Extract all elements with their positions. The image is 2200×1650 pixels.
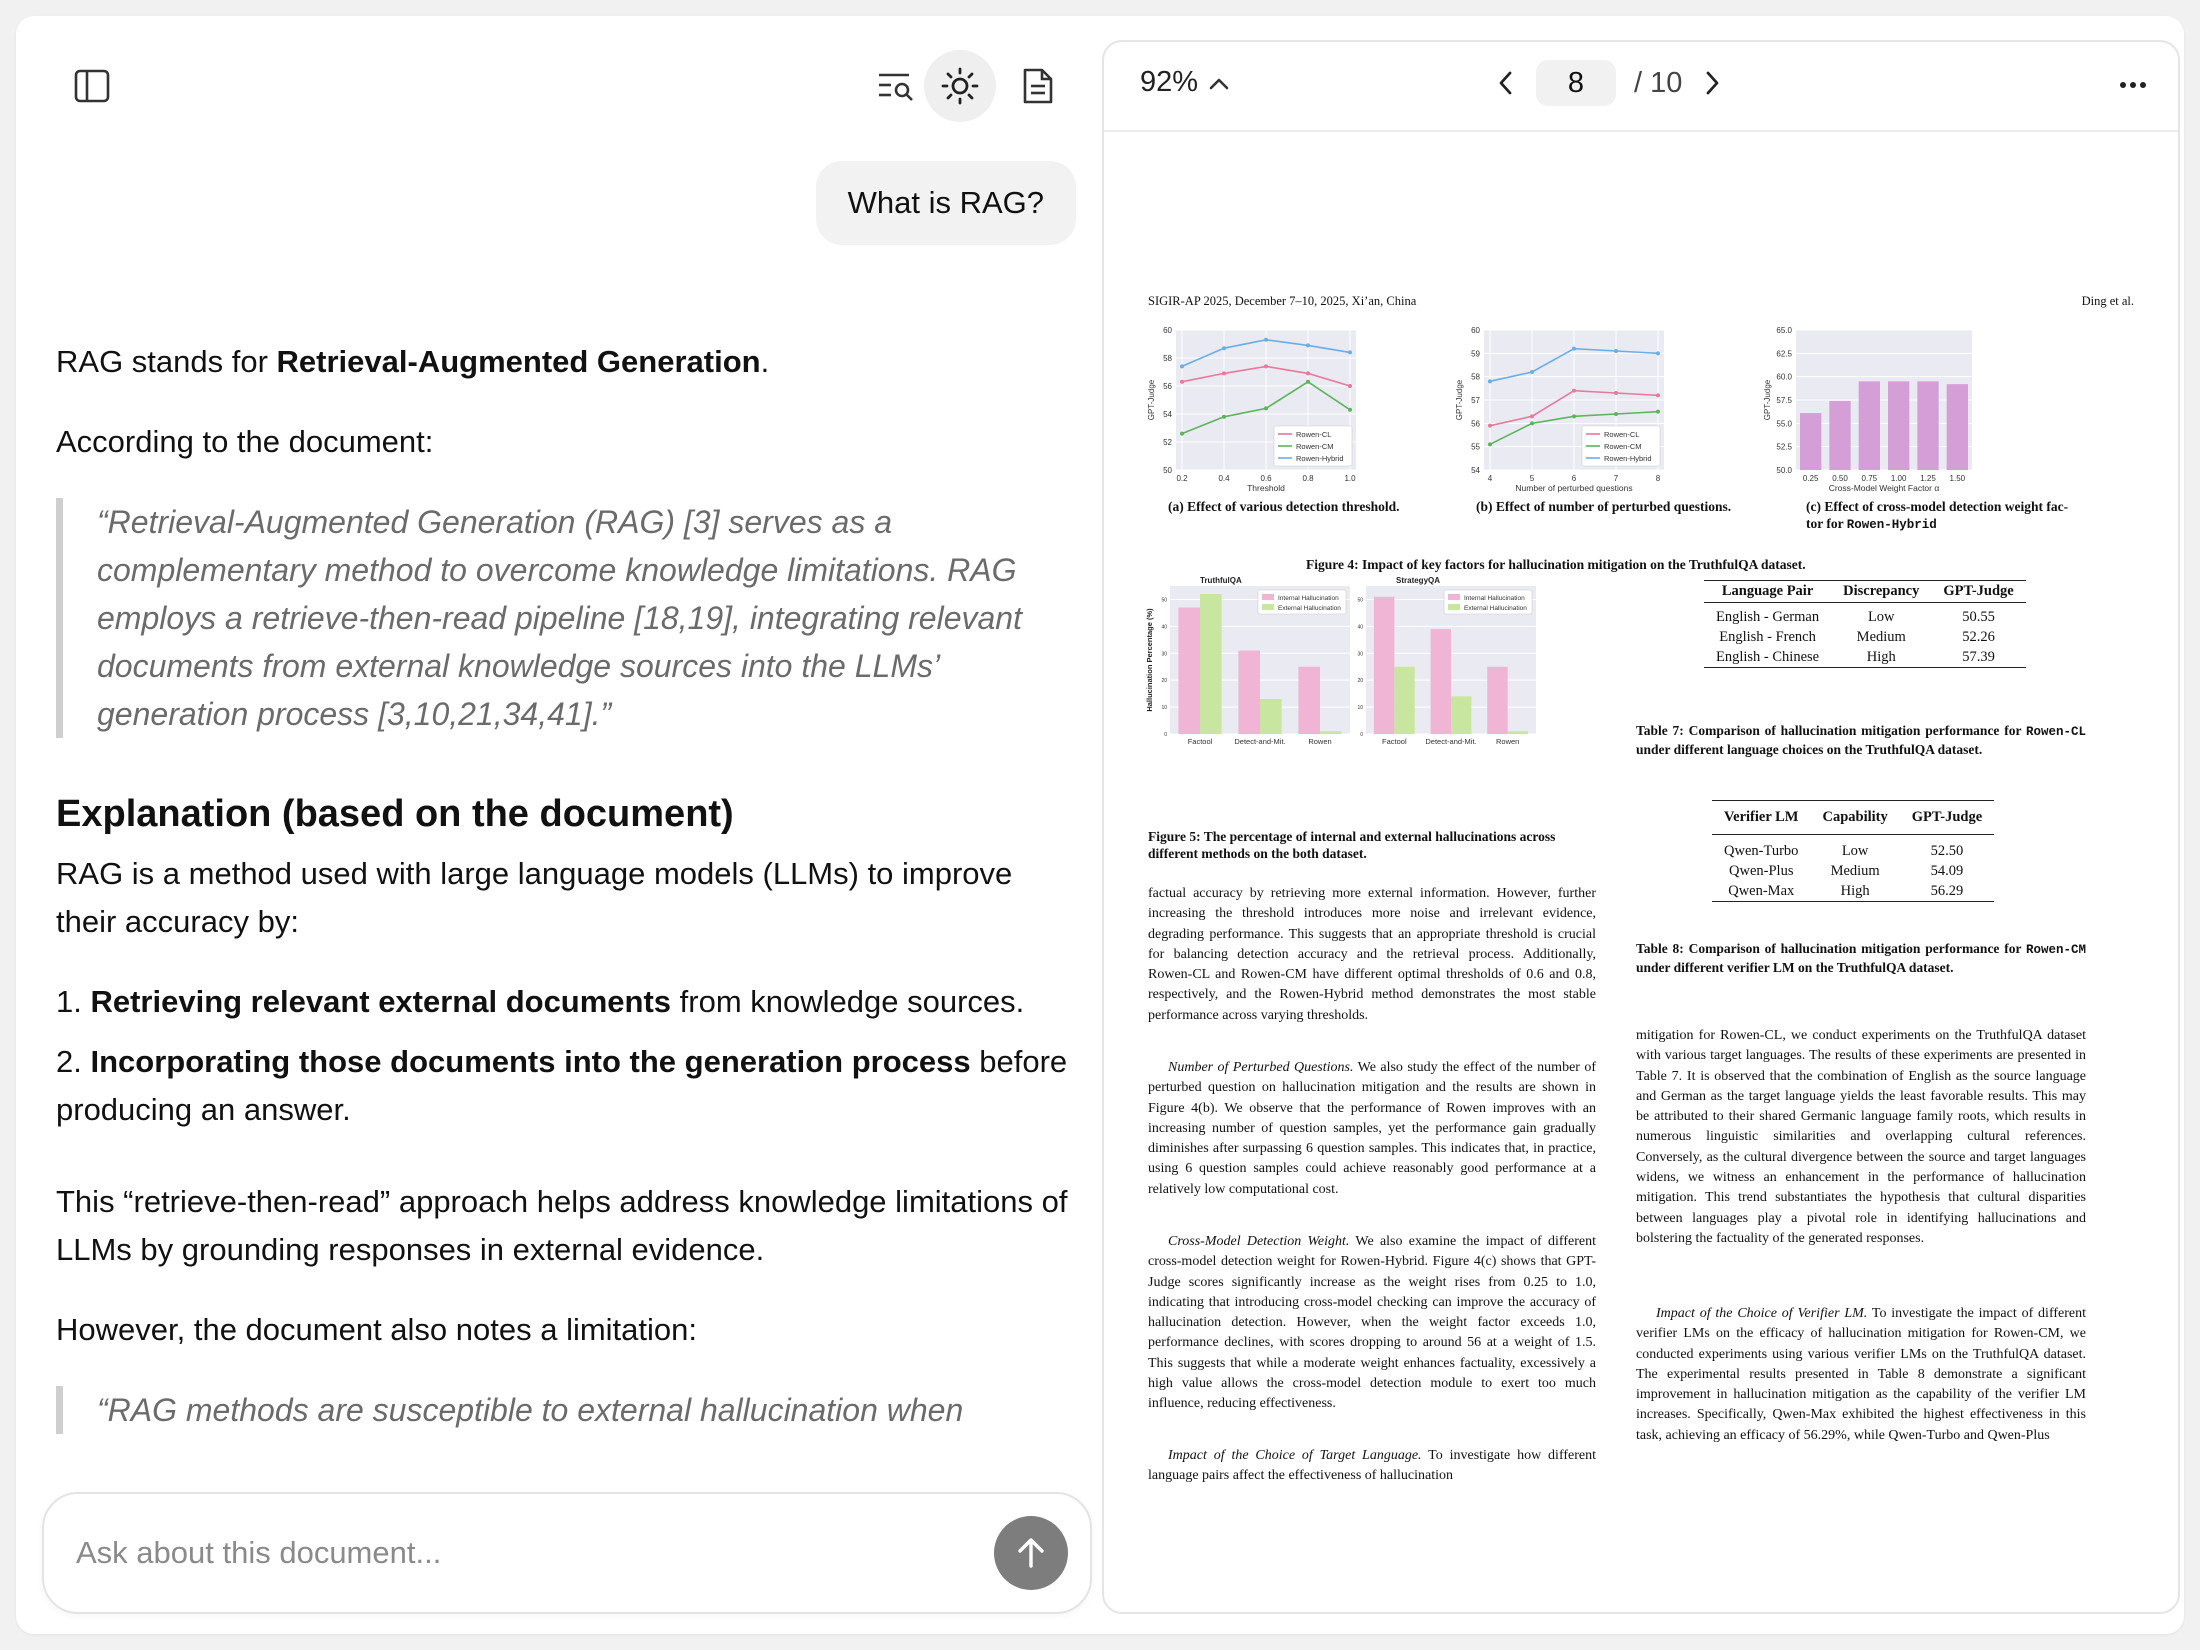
sidebar-toggle-button[interactable] xyxy=(56,50,128,122)
sun-icon xyxy=(941,67,979,105)
page-navigator xyxy=(1494,60,1724,106)
y-tick-label: 0 xyxy=(1164,732,1167,738)
answer-quote: “Retrieval-Augmented Generation (RAG) [3] serves as a complementary method to overcome knowledge limitations. RAG employs a retrieve-then-read pipeline [18,19], integrating relevant documents from external knowledge sources into the LLMs’ generation process [3,10,21,34,41].” xyxy=(56,498,1076,738)
previous-page-icon[interactable] xyxy=(1494,69,1518,97)
chart-fig4b xyxy=(1454,322,1674,502)
chart-fig4c xyxy=(1762,322,1982,502)
pdf-header-right: Ding et al. xyxy=(2081,294,2134,308)
y-tick-label: 50 xyxy=(1357,597,1363,604)
answer-however: However, the document also notes a limitation: xyxy=(56,1312,698,1347)
x-tick-label: Detect-and-Mit. xyxy=(1425,737,1477,746)
paragraph-text: To investigate how different language pairs affect the effectiveness of hallucination xyxy=(1148,1448,1596,1484)
table-row xyxy=(1712,835,1994,862)
x-tick-label: 1.0 xyxy=(1344,474,1356,483)
data-point xyxy=(1530,414,1534,418)
pdf-left-paragraph-1: factual accuracy by retrieving more external information. However, further increasing the threshold introduces more noise and irrelevant evidence, degrading performance. This suggests that an appropriate threshold is crucial for balancing detection accuracy and the retrieval process. Additionally, Rowen-CL and Rowen-CM have different optimal thresholds of 0.6 and 0.8, respectively, and the Rowen-Hybrid method demonstrates the most stable performance across varying thresholds. xyxy=(1148,886,1596,1023)
table-cell: Medium xyxy=(1830,863,1880,879)
answer-heading: Explanation (based on the document) xyxy=(56,793,734,835)
data-point xyxy=(1488,424,1492,428)
y-tick-label: 50 xyxy=(1163,466,1172,475)
chart-fig5b xyxy=(1357,574,1550,754)
legend-label: Rowen-Hybrid xyxy=(1604,454,1652,463)
table-7-caption xyxy=(1636,722,2086,758)
y-tick-label: 10 xyxy=(1161,705,1167,712)
table-header: Capability xyxy=(1811,801,1900,835)
bar xyxy=(1320,731,1342,734)
y-tick-label: 58 xyxy=(1163,354,1172,363)
paragraph-title: Cross-Model Detection Weight. xyxy=(1168,1234,1350,1249)
x-tick-label: Factool xyxy=(1382,737,1407,746)
bar xyxy=(1800,413,1821,470)
table-cell: 57.39 xyxy=(1962,649,1995,665)
x-axis-label: Threshold xyxy=(1247,483,1285,493)
y-tick-label: 58 xyxy=(1471,372,1480,382)
x-tick-label: 0.75 xyxy=(1861,474,1878,483)
y-tick-label: 59 xyxy=(1471,349,1480,359)
x-tick-label: 5 xyxy=(1529,474,1535,483)
data-point xyxy=(1222,415,1226,419)
pdf-header-left: SIGIR-AP 2025, December 7–10, 2025, Xi’an, China xyxy=(1148,294,1417,308)
paragraph-text: To investigate the impact of different verifier LMs on the efficacy of hallucination mitigation for Rowen-CM, we conducted experiments using various verifier LMs on the TruthfulQA dataset. The experimental results presented in Table 8 demonstrate a significant improvement in hallucination mitigation as the capability of the verifier LM increases. Specifically, Qwen-Max exhibited the highest effectiveness in this task, achieving an efficacy of 56.29%, while Qwen-Turbo and Qwen-Plus xyxy=(1636,1306,2086,1443)
table-header-row xyxy=(1704,581,2026,603)
data-point xyxy=(1348,408,1352,412)
y-tick-label: 56 xyxy=(1471,419,1480,429)
bar xyxy=(1298,667,1320,734)
answer-according: According to the document: xyxy=(56,424,434,459)
x-tick-label: 1.00 xyxy=(1890,474,1907,483)
table-7-caption-text: Table 7: Comparison of hallucination mitigation performance for xyxy=(1636,723,2026,738)
table-cell: High xyxy=(1840,883,1870,899)
table-header-row xyxy=(1712,801,1994,835)
bar xyxy=(1508,731,1528,734)
data-point xyxy=(1264,338,1268,342)
page-number-input[interactable] xyxy=(1536,60,1616,106)
bar xyxy=(1487,667,1507,734)
table-8-caption xyxy=(1636,940,2086,976)
x-axis-label: Cross-Model Weight Factor α xyxy=(1828,483,1940,493)
y-axis-label: GPT-Judge xyxy=(1455,379,1464,421)
pdf-left-paragraph-2 xyxy=(1148,1058,1596,1200)
table-cell: 54.09 xyxy=(1930,863,1964,879)
zoom-control[interactable] xyxy=(1140,66,1230,99)
answer-intro xyxy=(56,338,1076,386)
table-cell: English - German xyxy=(1716,609,1820,625)
arrow-up-icon xyxy=(1014,1536,1048,1570)
y-tick-label: 10 xyxy=(1357,705,1363,712)
answer-list-item xyxy=(56,1038,1076,1134)
zoom-level: 92% xyxy=(1140,66,1199,98)
answer-approach: This “retrieve-then-read” approach helps address knowledge limitations of LLMs by grounding responses in external evidence. xyxy=(56,1184,1068,1267)
bar xyxy=(1451,696,1471,734)
table-8-caption-rest: under different verifier LM on the TruthfulQA dataset. xyxy=(1636,960,1954,975)
table-8 xyxy=(1712,800,1994,902)
data-point xyxy=(1614,391,1618,395)
answer-explain: RAG is a method used with large language models (LLMs) to improve their accuracy by: xyxy=(56,856,1013,939)
answer-list-item xyxy=(56,978,1076,1026)
search-in-document-button[interactable] xyxy=(860,50,932,122)
table-8-caption-mono: Rowen-CM xyxy=(2025,943,2086,957)
data-point xyxy=(1306,380,1310,384)
data-point xyxy=(1572,347,1576,351)
list-bold: Incorporating those documents into the generation process xyxy=(90,1044,971,1079)
y-tick-label: 50 xyxy=(1161,597,1167,604)
fig4c-caption-line1: (c) Effect of cross-model detection weight fac- xyxy=(1806,499,2069,514)
data-point xyxy=(1348,384,1352,388)
viewer-toolbar xyxy=(1104,42,2178,132)
table-header: GPT-Judge xyxy=(1931,581,2025,603)
bar xyxy=(1947,384,1968,470)
data-point xyxy=(1656,351,1660,355)
x-tick-label: 0.2 xyxy=(1176,474,1188,483)
data-point xyxy=(1348,350,1352,354)
bar xyxy=(1238,651,1260,734)
fig4c-caption-line2: tor for xyxy=(1806,516,1847,531)
x-tick-label: 8 xyxy=(1655,474,1661,483)
data-point xyxy=(1614,349,1618,353)
pdf-right-paragraph-2 xyxy=(1636,1304,2086,1446)
sidebar-toggle-icon xyxy=(74,68,110,104)
list-rest: before producing an answer. xyxy=(56,1044,1068,1127)
y-tick-label: 30 xyxy=(1357,651,1363,658)
y-tick-label: 52 xyxy=(1163,438,1172,447)
document-view-button[interactable] xyxy=(1002,50,1074,122)
y-tick-label: 0 xyxy=(1360,732,1363,738)
bar xyxy=(1374,597,1394,734)
paragraph-title: Impact of the Choice of Verifier LM. xyxy=(1656,1306,1868,1321)
table-cell: High xyxy=(1866,649,1896,665)
data-point xyxy=(1488,442,1492,446)
fig4b-caption: (b) Effect of number of perturbed questions. xyxy=(1476,499,1732,514)
assistant-answer xyxy=(56,338,1076,1474)
table-cell: Low xyxy=(1841,843,1869,859)
search-list-icon xyxy=(877,68,915,104)
x-tick-label: 7 xyxy=(1613,474,1619,483)
legend-swatch xyxy=(1262,594,1274,600)
y-tick-label: 65.0 xyxy=(1776,326,1792,335)
y-tick-label: 60 xyxy=(1471,326,1480,335)
x-tick-label: 0.6 xyxy=(1260,474,1272,483)
table-cell: Qwen-Plus xyxy=(1729,863,1794,879)
legend-label: External Hallucination xyxy=(1464,605,1527,612)
list-bold: Retrieving relevant external documents xyxy=(90,984,672,1019)
list-number: 1. xyxy=(56,984,91,1019)
paragraph-text: We also study the effect of the number of perturbed question on hallucination mitigation and the results are shown in Figure 4(b). We observe that the performance of Rowen improves with an increasing number of question samples, yet the performance gain gradually diminishes after surpassing 6 question samples. This indicates that, in practice, using 6 question samples could achieve reasonably good performance at a relatively low computational cost. xyxy=(1148,1060,1597,1197)
bar xyxy=(1178,608,1200,734)
legend-label: Rowen-CM xyxy=(1604,442,1642,451)
y-tick-label: 52.5 xyxy=(1776,442,1792,452)
fig5-caption: Figure 5: The percentage of internal and external hallucinations across different methods on the both dataset. xyxy=(1148,829,1556,861)
bar xyxy=(1200,594,1222,734)
answer-intro-bold: Retrieval-Augmented Generation xyxy=(276,344,761,379)
x-axis-label: Number of perturbed questions xyxy=(1515,483,1633,493)
y-tick-label: 40 xyxy=(1161,624,1167,631)
theme-toggle-button[interactable] xyxy=(924,50,996,122)
x-tick-label: 0.8 xyxy=(1302,474,1314,483)
data-point xyxy=(1530,370,1534,374)
data-point xyxy=(1572,414,1576,418)
pdf-left-paragraph-4 xyxy=(1148,1446,1596,1487)
data-point xyxy=(1264,406,1268,410)
fig4c-caption xyxy=(1806,498,2136,534)
bar xyxy=(1431,629,1451,734)
page-total: / 10 xyxy=(1634,66,1683,99)
chart-fig4a xyxy=(1146,322,1366,502)
data-point xyxy=(1180,432,1184,436)
message-composer xyxy=(42,1492,1092,1614)
x-tick-label: 6 xyxy=(1571,474,1577,483)
paragraph-text: We also examine the impact of different cross-model detection weight for Rowen-Hybrid. Figure 4(c) shows that GPT-Judge scores significantly increase as the weight rises from 0.25 to 1.0, indicating that introducing cross-model checking can improve the accuracy of hallucination detection. However, when the weight factor exceeds 1.0, performance declines, with scores dropping to around 56 at a weight of 1.5. This suggests that while a moderate weight enhances factuality, excessively a high value allows the cross-model detection module to exert too much influence, reducing effectiveness. xyxy=(1148,1234,1596,1412)
chart-title: TruthfulQA xyxy=(1200,576,1242,585)
table-header: Verifier LM xyxy=(1712,801,1811,835)
y-tick-label: 56 xyxy=(1163,382,1172,391)
ask-input[interactable] xyxy=(74,1526,958,1580)
table-7 xyxy=(1704,580,2026,668)
x-tick-label: 0.50 xyxy=(1832,474,1848,483)
table-row xyxy=(1704,627,2026,647)
table-row xyxy=(1704,603,2026,628)
fig4c-caption-mono: Rowen-Hybrid xyxy=(1846,518,1937,532)
data-point xyxy=(1656,410,1660,414)
data-point xyxy=(1488,379,1492,383)
data-point xyxy=(1180,364,1184,368)
table-header: Language Pair xyxy=(1704,581,1831,603)
legend-label: Internal Hallucination xyxy=(1464,595,1525,602)
x-tick-label: 1.50 xyxy=(1949,474,1966,483)
legend-swatch xyxy=(1448,594,1460,600)
x-tick-label: Rowen xyxy=(1495,737,1520,746)
table-header: Discrepancy xyxy=(1831,581,1931,603)
y-axis-label: Hallucination Percentage (%) xyxy=(1145,608,1154,712)
legend-swatch xyxy=(1448,604,1460,610)
data-point xyxy=(1530,421,1534,425)
more-options-icon[interactable] xyxy=(2118,70,2148,100)
table-row xyxy=(1704,647,2026,668)
bar xyxy=(1888,381,1909,470)
answer-quote-2: “RAG methods are susceptible to external hallucination when xyxy=(56,1386,1076,1434)
table-cell: English - French xyxy=(1719,629,1816,645)
send-button[interactable] xyxy=(994,1516,1068,1590)
data-point xyxy=(1222,371,1226,375)
next-page-icon[interactable] xyxy=(1700,69,1724,97)
pdf-right-paragraph-1: mitigation for Rowen-CL, we conduct experiments on the TruthfulQA dataset with various target languages. The results of these experiments are presented in Table 7. It is observed that the combination of English as the source language and German as the target language yields the least favorable results. This may be attributed to their shared Germanic language family roots, which results in numerous linguistic similarities and overlapping cultural references. Conversely, as the cultural divergence between the source and target languages widens, we witness an enhancement in the performance of hallucination mitigation. This trend substantiates the hypothesis that cultural disparities between languages play a pivotal role in identifying hallucinations and bolstering the factuality of the generated responses. xyxy=(1636,1028,2086,1246)
pdf-page xyxy=(1106,132,2176,1610)
table-8-caption-text: Table 8: Comparison of hallucination mitigation performance for xyxy=(1636,941,2026,956)
y-tick-label: 57 xyxy=(1471,396,1480,405)
chart-title: StrategyQA xyxy=(1396,576,1441,585)
table-cell: English - Chinese xyxy=(1716,649,1820,665)
list-rest: from knowledge sources. xyxy=(671,984,1025,1019)
legend-label: Rowen-Hybrid xyxy=(1296,454,1344,463)
y-tick-label: 50.0 xyxy=(1776,466,1792,475)
y-tick-label: 54 xyxy=(1471,466,1480,475)
table-cell: 52.26 xyxy=(1962,629,1995,645)
table-cell: Low xyxy=(1867,609,1895,625)
bar xyxy=(1394,667,1414,734)
legend-label: Rowen-CL xyxy=(1604,430,1640,439)
data-point xyxy=(1264,364,1268,368)
table-header: GPT-Judge xyxy=(1900,801,1994,835)
y-tick-label: 62.5 xyxy=(1776,349,1792,359)
chevron-up-icon xyxy=(1208,76,1230,90)
x-tick-label: Factool xyxy=(1187,737,1213,746)
paragraph-title: Impact of the Choice of Target Language. xyxy=(1168,1448,1422,1463)
x-tick-label: 0.25 xyxy=(1802,474,1819,483)
y-tick-label: 20 xyxy=(1357,678,1363,685)
paragraph-title: Number of Perturbed Questions. xyxy=(1168,1060,1354,1075)
y-tick-label: 54 xyxy=(1163,410,1172,419)
bar xyxy=(1859,381,1880,470)
x-tick-label: Detect-and-Mit. xyxy=(1234,737,1286,746)
x-tick-label: 0.4 xyxy=(1218,474,1230,483)
fig4a-caption: (a) Effect of various detection threshold. xyxy=(1168,499,1400,514)
data-point xyxy=(1306,343,1310,347)
chart-fig5a xyxy=(1146,574,1356,754)
y-tick-label: 55.0 xyxy=(1776,419,1792,429)
y-axis-label: GPT-Judge xyxy=(1147,379,1156,421)
legend-label: External Hallucination xyxy=(1278,605,1341,612)
answer-intro-text: RAG stands for xyxy=(56,344,277,379)
data-point xyxy=(1180,380,1184,384)
y-tick-label: 40 xyxy=(1357,624,1363,631)
data-point xyxy=(1614,412,1618,416)
table-cell: 50.55 xyxy=(1962,609,1995,625)
x-tick-label: Rowen xyxy=(1308,737,1332,746)
y-tick-label: 57.5 xyxy=(1776,396,1792,405)
table-cell: Qwen-Max xyxy=(1728,883,1795,899)
legend-label: Internal Hallucination xyxy=(1278,595,1339,602)
pdf-left-paragraph-3 xyxy=(1148,1232,1596,1415)
pdf-viewer xyxy=(1102,40,2180,1614)
y-axis-label: GPT-Judge xyxy=(1763,379,1772,421)
table-cell: Medium xyxy=(1856,629,1906,645)
legend-label: Rowen-CM xyxy=(1296,442,1334,451)
document-icon xyxy=(1021,67,1055,105)
table-cell: Qwen-Turbo xyxy=(1724,843,1799,859)
table-7-caption-rest: under different language choices on the TruthfulQA dataset. xyxy=(1636,742,1983,757)
data-point xyxy=(1306,371,1310,375)
user-message-bubble xyxy=(816,161,1076,245)
bar xyxy=(1917,381,1938,470)
y-tick-label: 55 xyxy=(1471,442,1480,452)
list-number: 2. xyxy=(56,1044,91,1079)
table-row xyxy=(1712,881,1994,902)
data-point xyxy=(1222,346,1226,350)
y-tick-label: 60 xyxy=(1163,326,1172,335)
table-cell: 52.50 xyxy=(1930,843,1964,859)
app-window xyxy=(16,16,2184,1634)
chat-pane xyxy=(16,16,1076,1634)
data-point xyxy=(1572,389,1576,393)
legend-label: Rowen-CL xyxy=(1296,430,1332,439)
y-tick-label: 30 xyxy=(1161,651,1167,658)
bar xyxy=(1829,401,1850,470)
table-cell: 56.29 xyxy=(1930,883,1964,899)
legend-swatch xyxy=(1262,604,1274,610)
answer-intro-period: . xyxy=(760,344,770,379)
y-tick-label: 60.0 xyxy=(1776,372,1792,382)
fig4-caption: Figure 4: Impact of key factors for hallucination mitigation on the TruthfulQA dataset. xyxy=(1306,557,1806,572)
x-tick-label: 1.25 xyxy=(1920,474,1936,483)
bar xyxy=(1260,699,1282,734)
x-tick-label: 4 xyxy=(1487,474,1493,483)
data-point xyxy=(1656,393,1660,397)
y-tick-label: 20 xyxy=(1161,678,1167,685)
table-row xyxy=(1712,861,1994,881)
table-7-caption-mono: Rowen-CL xyxy=(2025,725,2086,739)
user-message-text: What is RAG? xyxy=(847,185,1044,220)
